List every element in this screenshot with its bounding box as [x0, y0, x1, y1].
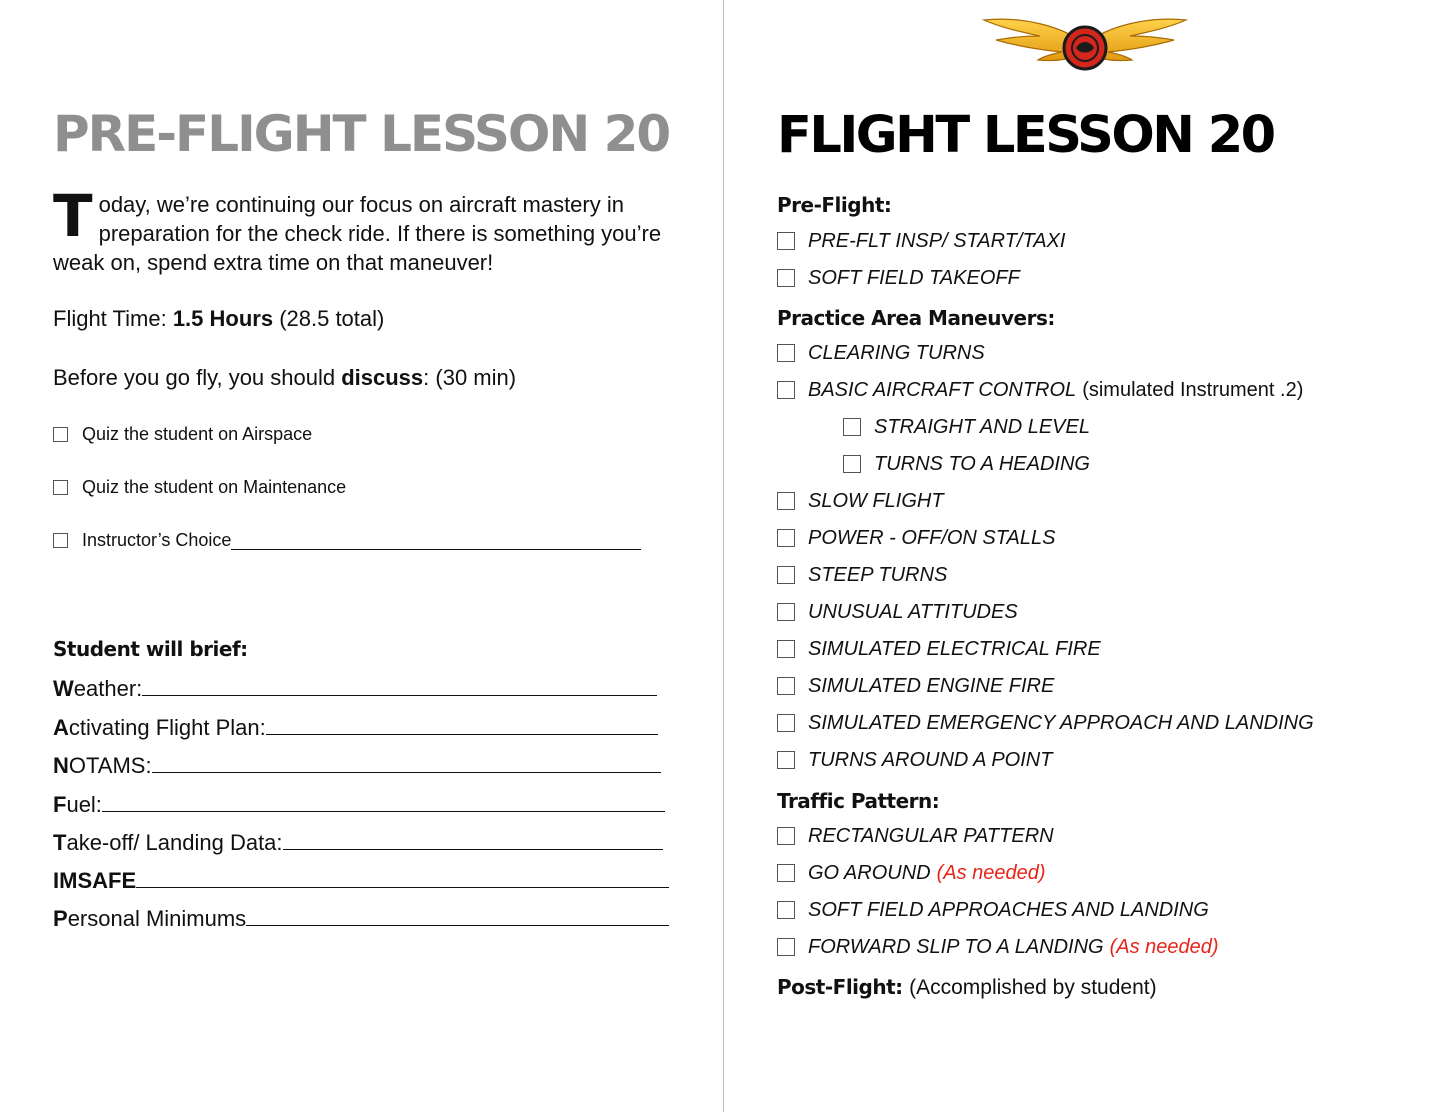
checklist-item[interactable] — [777, 377, 1303, 403]
brief-row[interactable] — [53, 864, 669, 894]
brief-label: ake-off/ Landing Data: — [66, 830, 283, 855]
checklist-item[interactable] — [777, 860, 1046, 886]
brief-row[interactable] — [53, 749, 661, 779]
brief-row[interactable] — [53, 826, 663, 856]
brief-row[interactable] — [53, 672, 657, 702]
item-note: (simulated Instrument .2) — [1082, 378, 1304, 401]
checklist-item[interactable] — [777, 934, 1219, 960]
checkbox[interactable] — [53, 533, 68, 548]
checklist-item[interactable] — [777, 673, 1054, 699]
brief-blank[interactable] — [246, 924, 669, 926]
checkbox[interactable] — [777, 232, 795, 250]
checkbox[interactable] — [777, 901, 795, 919]
page-divider — [723, 0, 724, 1112]
brief-blank[interactable] — [152, 771, 661, 773]
quiz-item[interactable] — [53, 424, 312, 445]
postflight-label: Post-Flight: — [777, 975, 903, 999]
discuss-bold: discuss — [341, 365, 424, 390]
checkbox[interactable] — [777, 938, 795, 956]
brief-blank[interactable] — [142, 694, 657, 696]
quiz-item-label: Instructor’s Choice — [82, 530, 232, 550]
discuss-prefix: Before you go fly, you should — [53, 365, 342, 390]
item-label: GO AROUND — [808, 861, 931, 884]
brief-initial: A — [53, 715, 69, 740]
quiz-item-label: Quiz the student on Maintenance — [82, 477, 347, 497]
checklist-item[interactable] — [777, 488, 944, 514]
quiz-item[interactable] — [53, 530, 641, 551]
brief-label: ersonal Minimums — [67, 906, 247, 931]
brief-row[interactable] — [53, 788, 665, 818]
brief-row[interactable] — [53, 902, 669, 932]
quiz-item-label: Quiz the student on Airspace — [82, 424, 313, 444]
as-needed-note: (As needed) — [936, 861, 1046, 884]
pattern-heading: Traffic Pattern: — [777, 789, 940, 813]
intro-dropcap: T — [53, 182, 93, 250]
item-label: POWER - OFF/ON STALLS — [808, 526, 1056, 549]
brief-initial: F — [53, 792, 67, 817]
postflight-note: (Accomplished by student) — [909, 976, 1157, 999]
checkbox[interactable] — [53, 480, 68, 495]
checklist-item[interactable] — [777, 562, 947, 588]
preflight-heading: Pre-Flight: — [777, 193, 892, 217]
checkbox[interactable] — [777, 640, 795, 658]
item-label: PRE-FLT INSP/ START/TAXI — [808, 229, 1066, 252]
checkbox[interactable] — [843, 455, 861, 473]
preflight-lesson-title: PRE-FLIGHT LESSON 20 — [53, 105, 670, 163]
item-label: SIMULATED ELECTRICAL FIRE — [808, 637, 1101, 660]
brief-label: OTAMS: — [68, 753, 152, 778]
checklist-item[interactable] — [777, 823, 1054, 849]
flight-time — [53, 306, 384, 332]
checkbox[interactable] — [777, 566, 795, 584]
practice-heading: Practice Area Maneuvers: — [777, 306, 1055, 330]
intro-text: oday, we’re continuing our focus on aircraft mastery in preparation for the check ride. If there is something you’re weak on, spend extra time on that maneuver! — [53, 192, 662, 275]
checkbox[interactable] — [843, 418, 861, 436]
brief-initial: IMSAFE — [53, 868, 137, 893]
item-label: STRAIGHT AND LEVEL — [874, 415, 1090, 438]
item-label: CLEARING TURNS — [808, 341, 985, 364]
brief-initial: W — [53, 676, 74, 701]
checkbox[interactable] — [777, 269, 795, 287]
checkbox[interactable] — [777, 603, 795, 621]
discuss-line — [53, 365, 516, 391]
checklist-item[interactable] — [777, 636, 1101, 662]
item-label: STEEP TURNS — [808, 563, 948, 586]
item-label: SIMULATED ENGINE FIRE — [808, 674, 1055, 697]
item-label: SIMULATED EMERGENCY APPROACH AND LANDING — [808, 711, 1314, 734]
instructor-choice-blank[interactable] — [231, 531, 641, 550]
checkbox[interactable] — [777, 751, 795, 769]
checkbox[interactable] — [53, 427, 68, 442]
checklist-item[interactable] — [777, 228, 1065, 254]
item-label: SOFT FIELD APPROACHES AND LANDING — [808, 898, 1209, 921]
brief-initial: N — [53, 753, 69, 778]
checkbox[interactable] — [777, 827, 795, 845]
item-label: RECTANGULAR PATTERN — [808, 824, 1054, 847]
brief-initial: T — [53, 830, 67, 855]
brief-label: eather: — [73, 676, 143, 701]
flight-time-label: Flight Time: — [53, 306, 173, 331]
checklist-item[interactable] — [777, 340, 985, 366]
checkbox[interactable] — [777, 677, 795, 695]
brief-initial: P — [53, 906, 68, 931]
intro-paragraph — [53, 182, 663, 277]
brief-label: ctivating Flight Plan: — [68, 715, 266, 740]
checkbox[interactable] — [777, 381, 795, 399]
item-label: UNUSUAL ATTITUDES — [808, 600, 1018, 623]
as-needed-note: (As needed) — [1109, 935, 1219, 958]
checkbox[interactable] — [777, 344, 795, 362]
postflight-heading — [777, 975, 1157, 1000]
checkbox[interactable] — [777, 714, 795, 732]
checklist-item[interactable] — [777, 747, 1052, 773]
quiz-item[interactable] — [53, 477, 346, 498]
item-label: SLOW FLIGHT — [808, 489, 944, 512]
brief-row[interactable] — [53, 711, 658, 741]
brief-blank[interactable] — [266, 733, 658, 735]
checklist-item[interactable] — [777, 599, 1018, 625]
item-label: SOFT FIELD TAKEOFF — [808, 266, 1020, 289]
checkbox[interactable] — [777, 529, 795, 547]
checklist-item[interactable] — [777, 710, 1314, 736]
flight-time-total: (28.5 total) — [273, 306, 385, 331]
flight-lesson-title: FLIGHT LESSON 20 — [777, 106, 1274, 165]
brief-blank[interactable] — [283, 848, 663, 850]
brief-blank[interactable] — [102, 810, 665, 812]
checklist-subitem[interactable] — [843, 451, 1090, 477]
brief-label: uel: — [66, 792, 102, 817]
wings-logo — [982, 14, 1188, 74]
checkbox[interactable] — [777, 864, 795, 882]
item-label: TURNS AROUND A POINT — [808, 748, 1053, 771]
item-label: FORWARD SLIP TO A LANDING — [808, 935, 1104, 958]
item-label: BASIC AIRCRAFT CONTROL — [808, 378, 1077, 401]
brief-heading: Student will brief: — [53, 637, 248, 661]
brief-blank[interactable] — [136, 886, 669, 888]
checkbox[interactable] — [777, 492, 795, 510]
item-label: TURNS TO A HEADING — [874, 452, 1090, 475]
checklist-item[interactable] — [777, 897, 1209, 923]
flight-time-value: 1.5 Hours — [172, 306, 274, 331]
checklist-subitem[interactable] — [843, 414, 1090, 440]
checklist-item[interactable] — [777, 265, 1020, 291]
checklist-item[interactable] — [777, 525, 1055, 551]
discuss-suffix: : (30 min) — [423, 365, 517, 390]
